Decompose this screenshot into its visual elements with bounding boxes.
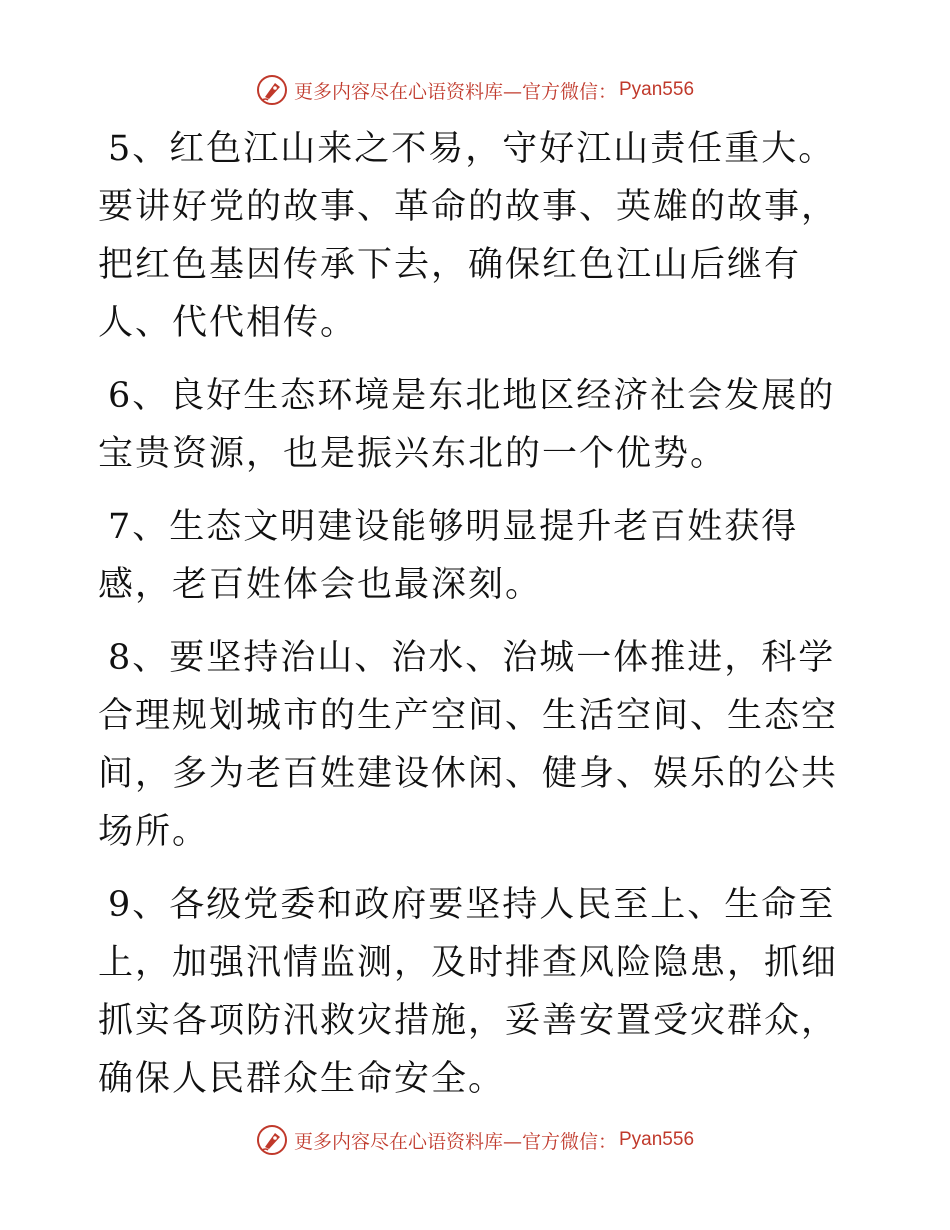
- document-body: [98, 120, 850, 1123]
- watermark-wechat-id: Pyan556: [619, 1129, 695, 1150]
- pen-nib-logo-icon: [256, 74, 288, 106]
- watermark-wechat-id: Pyan556: [619, 79, 695, 100]
- pen-nib-logo-icon: [256, 1124, 288, 1156]
- footer-watermark: [0, 1120, 950, 1160]
- watermark-text: 更多内容尽在心语资料库—官方微信：: [293, 80, 617, 103]
- paragraph-8: 8、要坚持治山、治水、治城一体推进，科学合理规划城市的生产空间、生活空间、生态空间，多为老百姓建设休闲、健身、娱乐的公共场所。: [98, 638, 839, 852]
- header-watermark: [0, 70, 950, 110]
- paragraph-6: 6、良好生态环境是东北地区经济社会发展的宝贵资源，也是振兴东北的一个优势。: [98, 376, 836, 474]
- paragraph-7: 7、生态文明建设能够明显提升老百姓获得感，老百姓体会也最深刻。: [98, 507, 799, 605]
- paragraph-5: 5、红色江山来之不易，守好江山责任重大。要讲好党的故事、革命的故事、英雄的故事，把红色基因传承下去，确保红色江山后继有人、代代相传。: [98, 129, 839, 343]
- watermark-text: 更多内容尽在心语资料库—官方微信：: [293, 1130, 617, 1153]
- paragraph-9: 9、各级党委和政府要坚持人民至上、生命至上，加强汛情监测，及时排查风险隐患，抓细抓实各项防汛救灾措施，妥善安置受灾群众，确保人民群众生命安全。: [98, 885, 839, 1099]
